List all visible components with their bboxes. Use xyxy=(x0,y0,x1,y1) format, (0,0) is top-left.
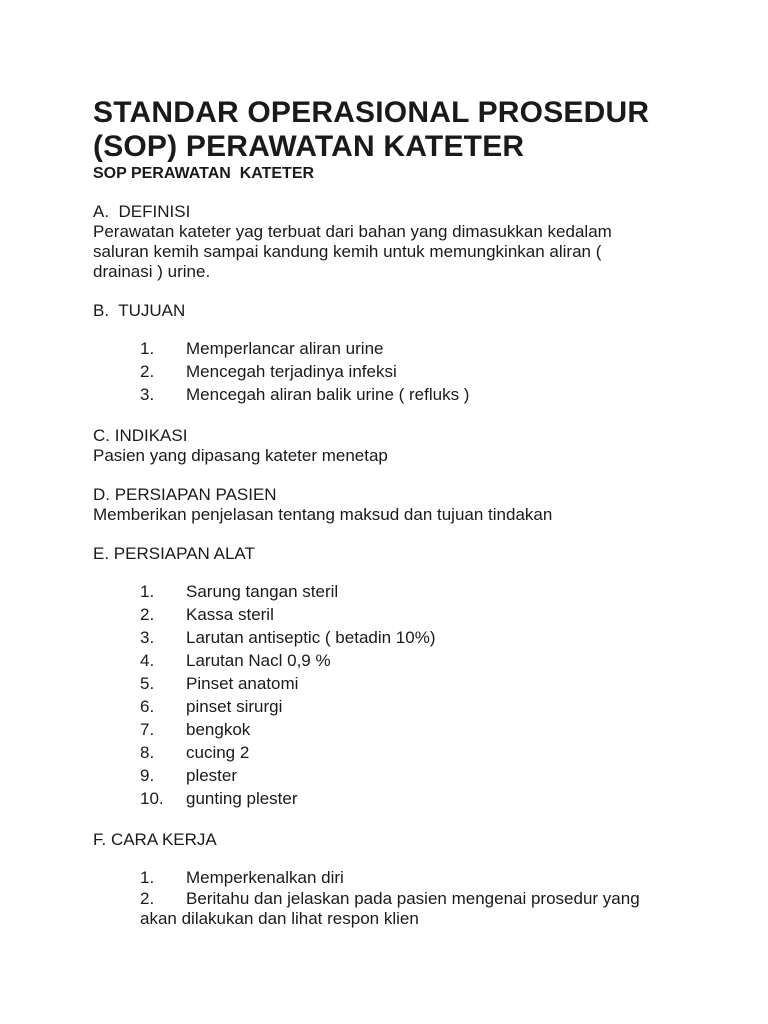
list-item xyxy=(93,741,713,764)
list-item-number: 2. xyxy=(140,362,155,381)
list-item-number: 3. xyxy=(140,385,155,404)
list-item xyxy=(93,695,713,718)
list-item-number: 5. xyxy=(140,674,155,693)
list-item-text: Larutan antiseptic ( betadin 10%) xyxy=(186,628,436,647)
section-b-list xyxy=(93,337,713,406)
section-f-heading: F. CARA KERJA xyxy=(93,830,217,849)
list-item xyxy=(93,360,713,383)
list-item xyxy=(93,672,713,695)
list-item-number: 8. xyxy=(140,743,155,762)
section-f-list xyxy=(93,866,713,929)
list-item-number: 2. xyxy=(140,889,155,908)
list-item xyxy=(93,764,713,787)
list-item-text: pinset sirurgi xyxy=(186,697,283,716)
list-item xyxy=(93,649,713,672)
list-item xyxy=(93,787,713,810)
list-item xyxy=(93,889,713,929)
section-a-line-3: drainasi ) urine. xyxy=(93,262,211,281)
section-d-heading: D. PERSIAPAN PASIEN xyxy=(93,485,277,504)
list-item-text: Pinset anatomi xyxy=(186,674,299,693)
list-item-text: plester xyxy=(186,766,238,785)
list-item-text: Mencegah aliran balik urine ( refluks ) xyxy=(186,385,470,404)
section-c-heading: C. INDIKASI xyxy=(93,426,188,445)
list-item-number: 7. xyxy=(140,720,155,739)
list-item-text: Sarung tangan steril xyxy=(186,582,339,601)
section-e-heading: E. PERSIAPAN ALAT xyxy=(93,544,255,563)
section-d-text: Memberikan penjelasan tentang maksud dan tujuan tindakan xyxy=(93,505,553,524)
list-item xyxy=(93,337,713,360)
list-item-number: 1. xyxy=(140,582,155,601)
list-item-number: 9. xyxy=(140,766,155,785)
document-title xyxy=(93,96,713,164)
section-a-line-2: saluran kemih sampai kandung kemih untuk memungkinkan aliran ( xyxy=(93,242,602,261)
list-item-text: cucing 2 xyxy=(186,743,250,762)
list-item xyxy=(93,603,713,626)
document-subtitle: SOP PERAWATAN KATETER xyxy=(93,165,315,182)
list-item-text: bengkok xyxy=(186,720,251,739)
list-item-number: 6. xyxy=(140,697,155,716)
document-page xyxy=(93,96,713,929)
list-item-text-line-1: Beritahu dan jelaskan pada pasien mengenai prosedur yang xyxy=(186,889,640,908)
list-item-number: 2. xyxy=(140,605,155,624)
list-item-text: Memperlancar aliran urine xyxy=(186,339,384,358)
section-e-list xyxy=(93,580,713,810)
section-a-line-1: Perawatan kateter yag terbuat dari bahan yang dimasukkan kedalam xyxy=(93,222,612,241)
title-line-2: (SOP) PERAWATAN KATETER xyxy=(93,130,525,163)
list-item-text: Larutan Nacl 0,9 % xyxy=(186,651,331,670)
list-item-text: Mencegah terjadinya infeksi xyxy=(186,362,397,381)
list-item-text: Kassa steril xyxy=(186,605,274,624)
list-item-number: 1. xyxy=(140,339,155,358)
section-b-heading: B. TUJUAN xyxy=(93,301,186,320)
list-item-number: 10. xyxy=(140,789,164,808)
section-a-heading: A. DEFINISI xyxy=(93,202,191,221)
title-line-1: STANDAR OPERASIONAL PROSEDUR xyxy=(93,96,650,129)
section-c-text: Pasien yang dipasang kateter menetap xyxy=(93,446,388,465)
list-item-number: 4. xyxy=(140,651,155,670)
list-item xyxy=(93,866,713,889)
list-item-number: 1. xyxy=(140,868,155,887)
list-item-text: gunting plester xyxy=(186,789,298,808)
list-item-text: Memperkenalkan diri xyxy=(186,868,344,887)
list-item xyxy=(93,718,713,741)
list-item xyxy=(93,580,713,603)
list-item-number: 3. xyxy=(140,628,155,647)
list-item xyxy=(93,383,713,406)
list-item-text-line-2: akan dilakukan dan lihat respon klien xyxy=(140,909,419,928)
list-item xyxy=(93,626,713,649)
section-a-text xyxy=(93,222,713,282)
